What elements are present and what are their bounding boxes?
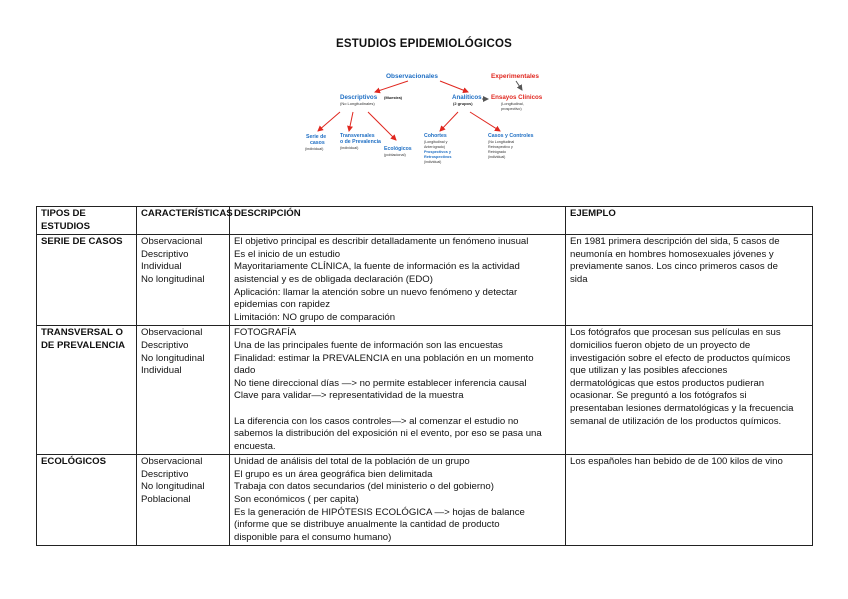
node-cohortes-sub1: (Longitudinal y [424,140,448,144]
node-analiticos-sub: (2 grupos) [453,101,473,106]
descripcion-line: dado [234,365,256,377]
node-descriptivos-tag: (Muestra) [384,95,403,100]
studies-table [36,206,813,546]
descripcion-line: La diferencia con los casos controles—> al comenzar el estudio no [234,415,519,427]
node-casos-sub2: Retrospectivo y [488,145,513,149]
header-ejemplo: EJEMPLO [566,207,813,235]
ejemplo-line: previamente sanos. Los cinco primeros casos de [570,261,778,273]
descripcion-line: FOTOGRAFÍA [234,327,297,339]
descripcion-line: El objetivo principal es describir detalladamente un fenómeno inusual [234,236,529,248]
node-trans-1: Transversales [340,133,375,139]
cell-descripcion [230,455,566,546]
node-casos: Casos y Controles [488,133,534,139]
ejemplo-line: Los españoles han bebido de de 100 kilos de vino [570,456,783,468]
node-ensayos-sub2: prospectivo) [501,107,522,111]
node-casos-sub4: (individual) [488,155,506,159]
descripcion-line: Unidad de análisis del total de la población de un grupo [234,456,470,468]
page-title: ESTUDIOS EPIDEMIOLÓGICOS [335,38,513,50]
tipo-line: DE PREVALENCIA [41,339,126,351]
arrow-desc-trans [349,112,353,131]
table-row [37,326,813,455]
node-trans-2: o de Prevalencia [340,139,381,145]
node-eco: Ecológicos [384,146,412,152]
caracteristica-line: Poblacional [141,494,191,506]
table-row [37,455,813,546]
node-trans-sub: (individual) [340,146,359,150]
descripcion-line: Limitación: NO grupo de comparación [234,311,396,323]
cell-ejemplo [566,235,813,326]
table-row [37,235,813,326]
descripcion-line: disponible para el consumo humano) [234,531,392,543]
node-descriptivos: Descriptivos [340,94,378,101]
cell-caracteristicas [137,326,230,455]
node-cohortes-sub2: Anterógrado) [424,145,445,149]
cell-caracteristicas [137,235,230,326]
caracteristica-line: No longitudinal [141,273,205,285]
header-descripcion: DESCRIPCIÓN [230,207,566,235]
cell-ejemplo [566,326,813,455]
ejemplo-line: neumonía en hombres homosexuales jóvenes y [570,248,774,260]
ejemplo-line: En 1981 primera descripción del sida, 5 casos de [570,236,780,248]
caracteristica-line: Observacional [141,236,203,248]
descripcion-line: El grupo es un área geográfica bien delimitada [234,468,433,480]
cell-descripcion [230,326,566,455]
node-casos-sub3: Retrógrado [488,150,506,154]
caracteristica-line: No longitudinal [141,481,205,493]
tipo-line: ECOLÓGICOS [41,456,107,468]
arrow-obs-desc [375,81,408,92]
ejemplo-line: investigación sobre el efecto de productos químicos [570,352,791,364]
tipo-line: SERIE DE CASOS [41,236,123,248]
node-cohortes-sub4: Retrospectivos [424,155,452,159]
cell-tipo [37,235,137,326]
descripcion-line: epidemias con rapidez [234,299,330,311]
ejemplo-line: presentaban lesiones dermatológicas y la frecuencia [570,402,794,414]
tipo-line: TRANSVERSAL O [41,327,123,339]
descripcion-spacer [234,403,561,416]
ejemplo-line: semanal de utilización de los productos químicos. [570,415,782,427]
descripcion-line: Aplicación: llamar la atención sobre un nuevo fenómeno y detectar [234,286,518,298]
ejemplo-line: sida [570,273,588,285]
node-experimentales: Experimentales [490,73,540,80]
descripcion-line: Clave para validar—> representatividad de la muestra [234,390,464,402]
caracteristica-line: Individual [141,261,182,273]
caracteristica-line: Descriptivo [141,339,189,351]
arrow-exp-ens [516,81,522,90]
descripcion-line: asistencial y es de obligada declaración (EDO) [234,273,433,285]
ejemplo-line: ocasionar. Se preguntó a los fotógrafos si [570,390,747,402]
table-header-row [37,207,813,235]
node-cohortes-sub3: Prospectivos y [424,150,452,154]
arrow-obs-anal [440,81,468,92]
ejemplo-line: Los fotógrafos que procesan sus películas en sus [570,327,781,339]
descripcion-line: Trabaja con datos secundarios (del ministerio o del gobierno) [234,481,494,493]
descripcion-line: Es la generación de HIPÓTESIS ECOLÓGICA —> hojas de balance [234,506,525,518]
node-ensayos: Ensayos Clínicos [491,94,543,101]
descripcion-line: Finalidad: estimar la PREVALENCIA en una población en un momento [234,352,534,364]
node-cohortes: Cohortes [424,133,447,139]
study-types-diagram [300,68,560,178]
ejemplo-line: que utilizan y las posibles afecciones [570,365,728,377]
ejemplo-line: dermatológicas que estos productos pudieran [570,377,765,389]
cell-tipo [37,455,137,546]
node-serie-1: Serie de [306,134,327,140]
node-eco-sub: (poblacional) [384,153,406,157]
descripcion-line: No tiene direccional días —> no permite establecer inferencia causal [234,377,527,389]
caracteristica-line: Individual [141,365,182,377]
ejemplo-line: domicilios fueron objeto de un proyecto de [570,339,751,351]
node-descriptivos-sub: (No Longitudinales) [340,101,375,106]
caracteristica-line: Descriptivo [141,248,189,260]
descripcion-line: Son económicos ( per capita) [234,494,359,506]
arrow-anal-coh [440,112,458,131]
node-casos-sub1: (No Longitudinal [488,140,515,144]
header-tipos [37,207,137,235]
header-tipos-line: ESTUDIOS [41,220,91,232]
caracteristica-line: No longitudinal [141,352,205,364]
caracteristica-line: Descriptivo [141,468,189,480]
node-serie-sub: (individual) [305,147,324,151]
header-tipos-line: TIPOS DE [41,208,86,219]
caracteristica-line: Observacional [141,456,203,468]
cell-ejemplo [566,455,813,546]
node-analiticos: Analíticos [452,94,482,101]
cell-descripcion [230,235,566,326]
descripcion-line: Mayoritariamente CLÍNICA, la fuente de información es la actividad [234,261,520,273]
caracteristica-line: Observacional [141,327,203,339]
node-observacionales: Observacionales [385,73,439,80]
descripcion-line: sabemos la distribución del exposición ni el evento, por eso se pasa una [234,428,542,440]
descripcion-line: encuesta. [234,440,276,452]
node-cohortes-sub5: (individual) [424,160,442,164]
node-ensayos-sub1: (Longitudinal, [501,102,524,106]
cell-caracteristicas [137,455,230,546]
descripcion-line: (informe que se distribuye anualmente la cantidad de producto [234,519,500,531]
node-serie-2: casos [310,140,325,146]
header-caracteristicas: CARACTERÍSTICAS [137,207,230,235]
cell-tipo [37,326,137,455]
arrow-desc-serie [318,112,340,131]
arrow-anal-casos [470,112,500,131]
descripcion-line: Es el inicio de un estudio [234,248,341,260]
descripcion-line: Una de las principales fuente de información son las encuestas [234,339,503,351]
